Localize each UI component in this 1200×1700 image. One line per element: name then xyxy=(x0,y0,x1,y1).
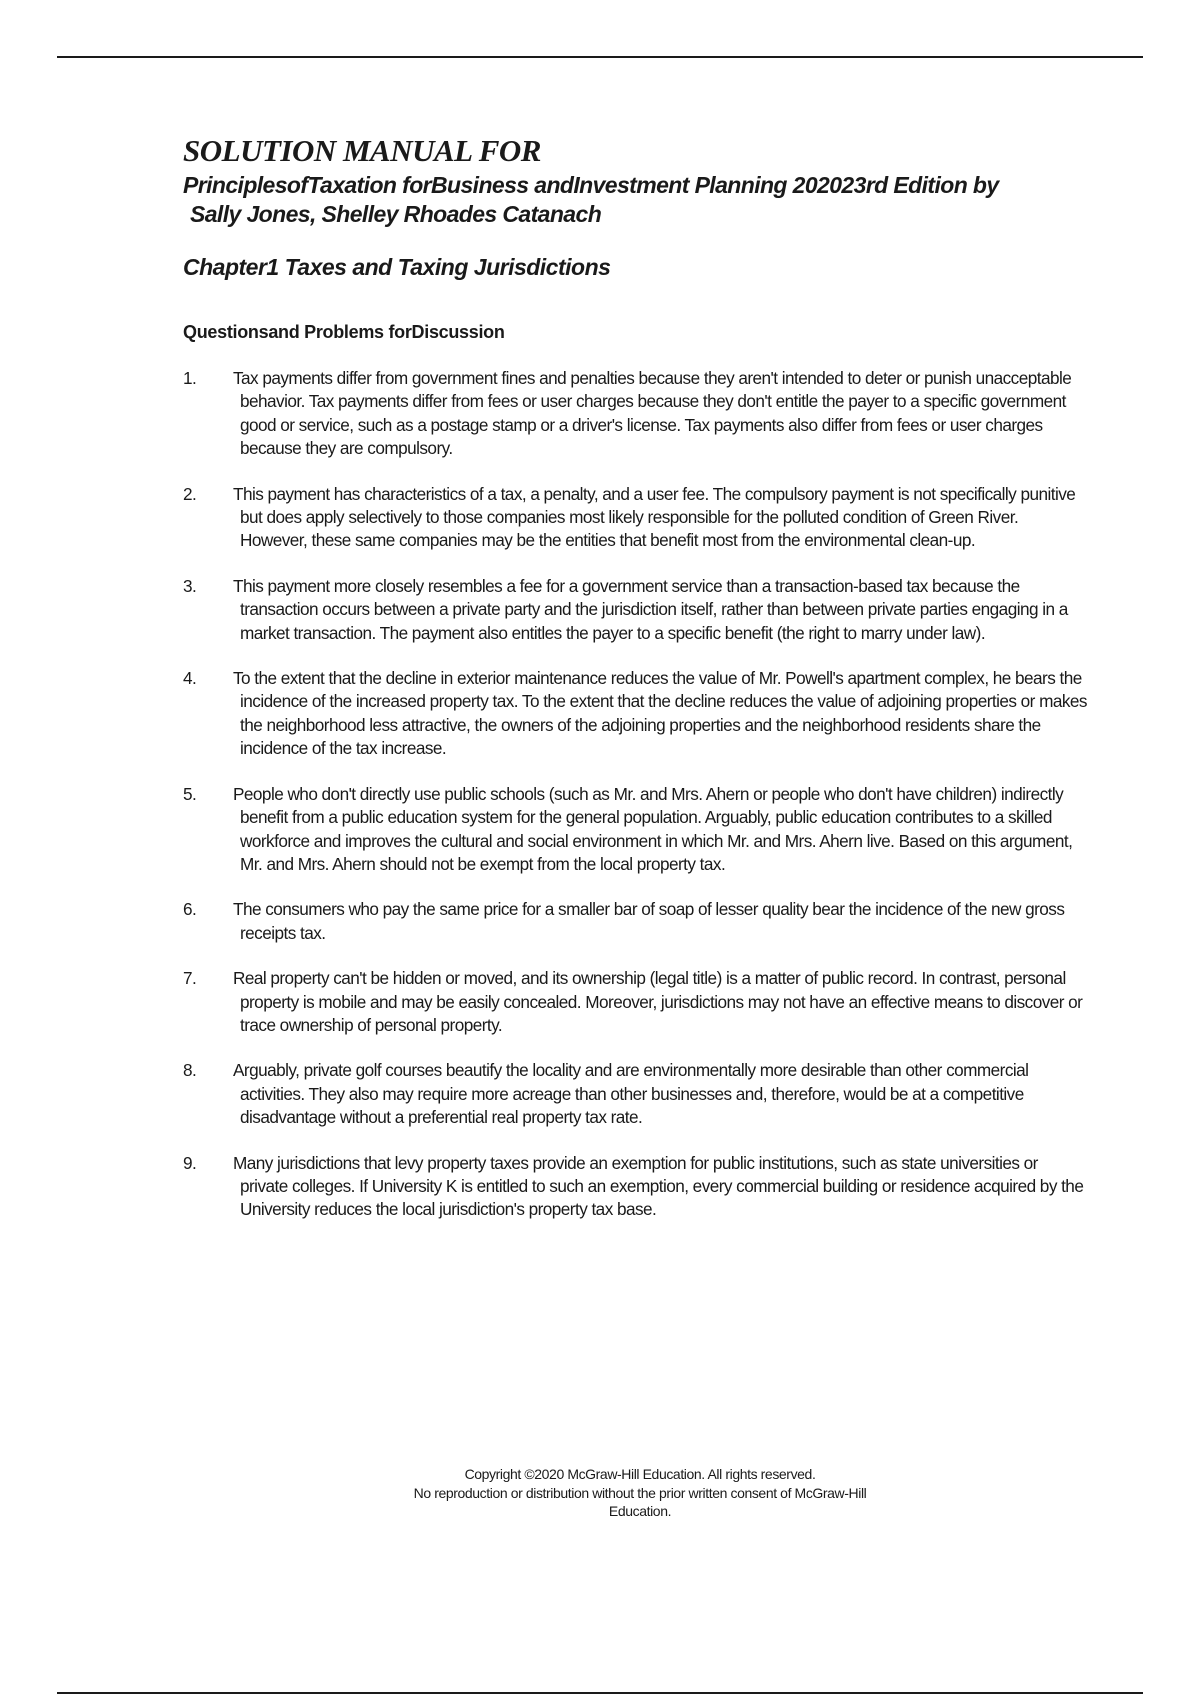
copyright-line: Copyright ©2020 McGraw-Hill Education. All rights reserved. xyxy=(464,1466,816,1482)
answer-text: This payment has characteristics of a tax, a penalty, and a user fee. The compulsory payment is not specifically punitive but does apply selectively to those companies most likely responsible for the polluted condition of Green River. However, these same companies may be the entities that benefit most from the environmental clean-up. xyxy=(233,483,1076,551)
answer-text: The consumers who pay the same price for a smaller bar of soap of lesser quality bear the incidence of the new gross receipts tax. xyxy=(233,899,1065,943)
answer-text: Real property can't be hidden or moved, and its ownership (legal title) is a matter of public record. In contrast, personal property is mobile and may be easily concealed. Moreover, jurisdictions may not have an effective means to discover or trace ownership of personal property. xyxy=(233,968,1083,1035)
answer-item xyxy=(183,967,1088,1037)
answer-number: 9. xyxy=(183,1152,197,1173)
answer-text: Many jurisdictions that levy property taxes provide an exemption for public institutions, such as state universities or private colleges. If University K is entitled to such an exemption, every commercial building or residence acquired by the University reduces the local jurisdiction's property tax base. xyxy=(233,1152,1084,1220)
answer-text: This payment more closely resembles a fee for a government service than a transaction-based tax because the transaction occurs between a private party and the jurisdiction itself, rather than between private parties engaging in a market transaction. The payment also entitles the payer to a specific benefit (the right to marry under law). xyxy=(233,575,1068,643)
answer-item xyxy=(183,783,1088,877)
answer-item xyxy=(183,483,1088,553)
answer-text: To the extent that the decline in exterior maintenance reduces the value of Mr. Powell's apartment complex, he bears the incidence of the increased property tax. To the extent that the decline reduces the value of adjoining properties or makes the neighborhood less attractive, the owners of the adjoining properties and the neighborhood residents share the incidence of the tax increase. xyxy=(233,668,1087,759)
book-authors: Sally Jones, Shelley Rhoades Catanach xyxy=(190,201,602,227)
answer-item xyxy=(183,1059,1088,1129)
answer-number: 1. xyxy=(183,368,197,388)
answer-number: 3. xyxy=(183,575,197,596)
reproduction-notice: No reproduction or distribution without the prior written consent of McGraw-Hill xyxy=(413,1484,867,1501)
manual-title: SOLUTION MANUAL FOR xyxy=(183,133,541,168)
answer-text: Arguably, private golf courses beautify the locality and are environmentally more desirable than other commercial activities. They also may require more acreage than other businesses and, therefore, would be at a competitive disadvantage without a preferential real property tax rate. xyxy=(233,1060,1029,1128)
book-title xyxy=(183,171,1088,229)
answer-number: 2. xyxy=(183,483,197,504)
answer-item xyxy=(183,898,1088,945)
answer-text: People who don't directly use public schools (such as Mr. and Mrs. Ahern or people who don't have children) indirectly benefit from a public education system for the general population. Arguably, public education contributes to a skilled workforce and improves the cultural and social environment in which Mr. and Mrs. Ahern live. Based on this argument, Mr. and Mrs. Ahern should not be exempt from the local property tax. xyxy=(233,783,1073,874)
answer-item xyxy=(183,575,1088,645)
answer-number: 8. xyxy=(183,1060,197,1081)
answer-number: 5. xyxy=(183,783,197,804)
page-content xyxy=(183,134,1088,1244)
answer-text: Tax payments differ from government fines and penalties because they aren't intended to deter or punish unacceptable behavior. Tax payments differ from fees or user charges because they don't entitle the payer to a specific government good or service, such as a postage stamp or a driver's license. Tax payments also differ from fees or user charges because they are compulsory. xyxy=(233,368,1072,459)
answer-number: 4. xyxy=(183,668,197,689)
answer-list xyxy=(183,367,1088,1222)
reproduction-notice-end: Education. xyxy=(608,1503,672,1519)
answer-item xyxy=(183,667,1088,761)
section-heading: Questionsand Problems forDiscussion xyxy=(183,322,505,342)
answer-item xyxy=(183,1152,1088,1222)
bottom-rule xyxy=(57,1692,1143,1694)
copyright-footer xyxy=(330,1465,950,1521)
answer-number: 6. xyxy=(183,899,197,920)
answer-item xyxy=(183,367,1088,461)
top-rule xyxy=(57,56,1143,58)
answer-number: 7. xyxy=(183,968,197,989)
chapter-title: Chapter1 Taxes and Taxing Jurisdictions xyxy=(183,254,611,280)
book-title-text: PrinciplesofTaxation forBusiness andInvestment Planning 202023rd Edition by xyxy=(183,172,999,198)
